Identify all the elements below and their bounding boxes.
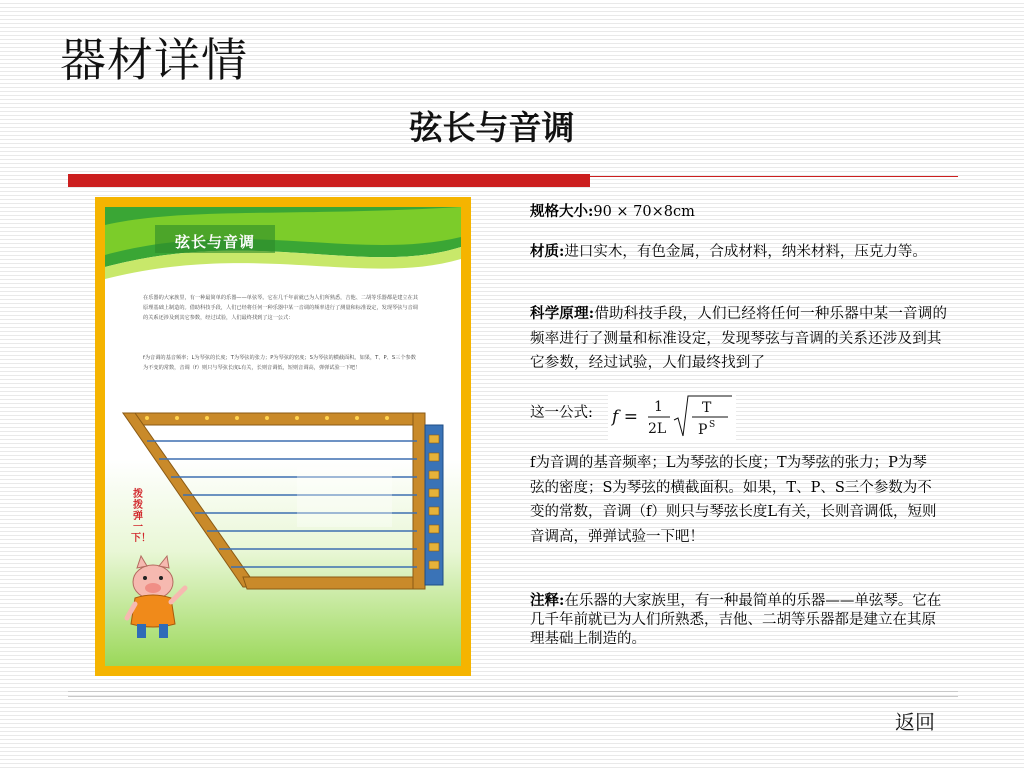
title-divider-line <box>590 176 958 177</box>
formula-root-den-base: P <box>698 422 708 438</box>
principle-block <box>530 302 950 376</box>
poster-inner <box>105 207 461 666</box>
material-label: 材质: <box>530 243 565 260</box>
subject-title-text: 弦长与音调 <box>409 108 575 147</box>
note-value: 在乐器的大家族里，有一种最简单的乐器——单弦琴。它在几千年前就已为人们所熟悉，吉他、二胡等乐器都是建立在其原理基础上制造的。 <box>530 593 942 647</box>
poster-paragraph-2: f为音调的基音频率；L为琴弦的长度；T为琴弦的张力；P为琴弦的密度；S为琴弦的横截面积。如果，T、P、S三个参数为不变的常数，音调（f）则只与琴弦长度L有关，长则音调低，短则音调高，弹弹试验一下吧！ <box>143 355 416 371</box>
material-value: 进口实木，有色金属，合成材料，纳米材料，压克力等。 <box>564 244 927 260</box>
formula-root-numerator: T <box>702 400 712 416</box>
spec-label: 规格大小: <box>530 203 594 220</box>
formula-denominator: 2L <box>648 421 667 437</box>
subject-title <box>0 102 1024 149</box>
material-block <box>530 242 950 262</box>
exhibit-poster-image <box>95 197 471 676</box>
spec-block <box>530 201 950 223</box>
back-button[interactable]: 返回 <box>895 710 935 734</box>
principle-value: 借助科技手段，人们已经将任何一种乐器中某一音调的频率进行了测量和标准设定，发现琴弦与音调的关系还涉及到其它参数，经过试验，人们最终找到了 <box>530 306 948 371</box>
footer-divider-2 <box>68 696 958 697</box>
poster-title: 弦长与音调 <box>175 233 256 251</box>
formula-root-den-exp: S <box>709 420 716 430</box>
pig-mascot-icon <box>123 552 193 642</box>
explanation-text: f为音调的基音频率；L为琴弦的长度；T为琴弦的张力；P为琴弦的密度；S为琴弦的横截面积。如果，T、P、S三个参数为不变的常数，音调（f）则只与琴弦长度L有关，长则音调低，短则音调高，弹弹试验一下吧！ <box>530 455 937 545</box>
footer-divider-1 <box>68 691 958 692</box>
spec-value: 90 × 70×8cm <box>593 204 695 220</box>
slide-title: 器材详情 <box>60 33 248 87</box>
note-label: 注释: <box>530 592 565 609</box>
formula-lhs: f = <box>612 407 638 427</box>
poster-paragraph-1: 在乐器的大家族里，有一种最简单的乐器——单弦琴。它在几千年前就已为人们所熟悉，吉他、二胡等乐器都是建立在其原理基础上制造的。借助科技手段，人们已经将任何一种乐器中某一音调的频率进行了测量和标准设定，发现琴弦与音调的关系还涉及到其它参数，经过试验，人们最终找到了这一公式： <box>143 295 418 321</box>
poster-banner <box>105 207 461 295</box>
note-block <box>530 591 950 649</box>
formula-numerator: 1 <box>654 399 663 415</box>
title-divider-bar <box>68 174 590 187</box>
formula-intro: 这一公式: <box>530 405 593 421</box>
poster-side-text: 拨拨弹一下！ <box>131 489 151 544</box>
explanation-block <box>530 451 940 549</box>
principle-label: 科学原理: <box>530 305 595 322</box>
formula-image <box>608 392 736 442</box>
